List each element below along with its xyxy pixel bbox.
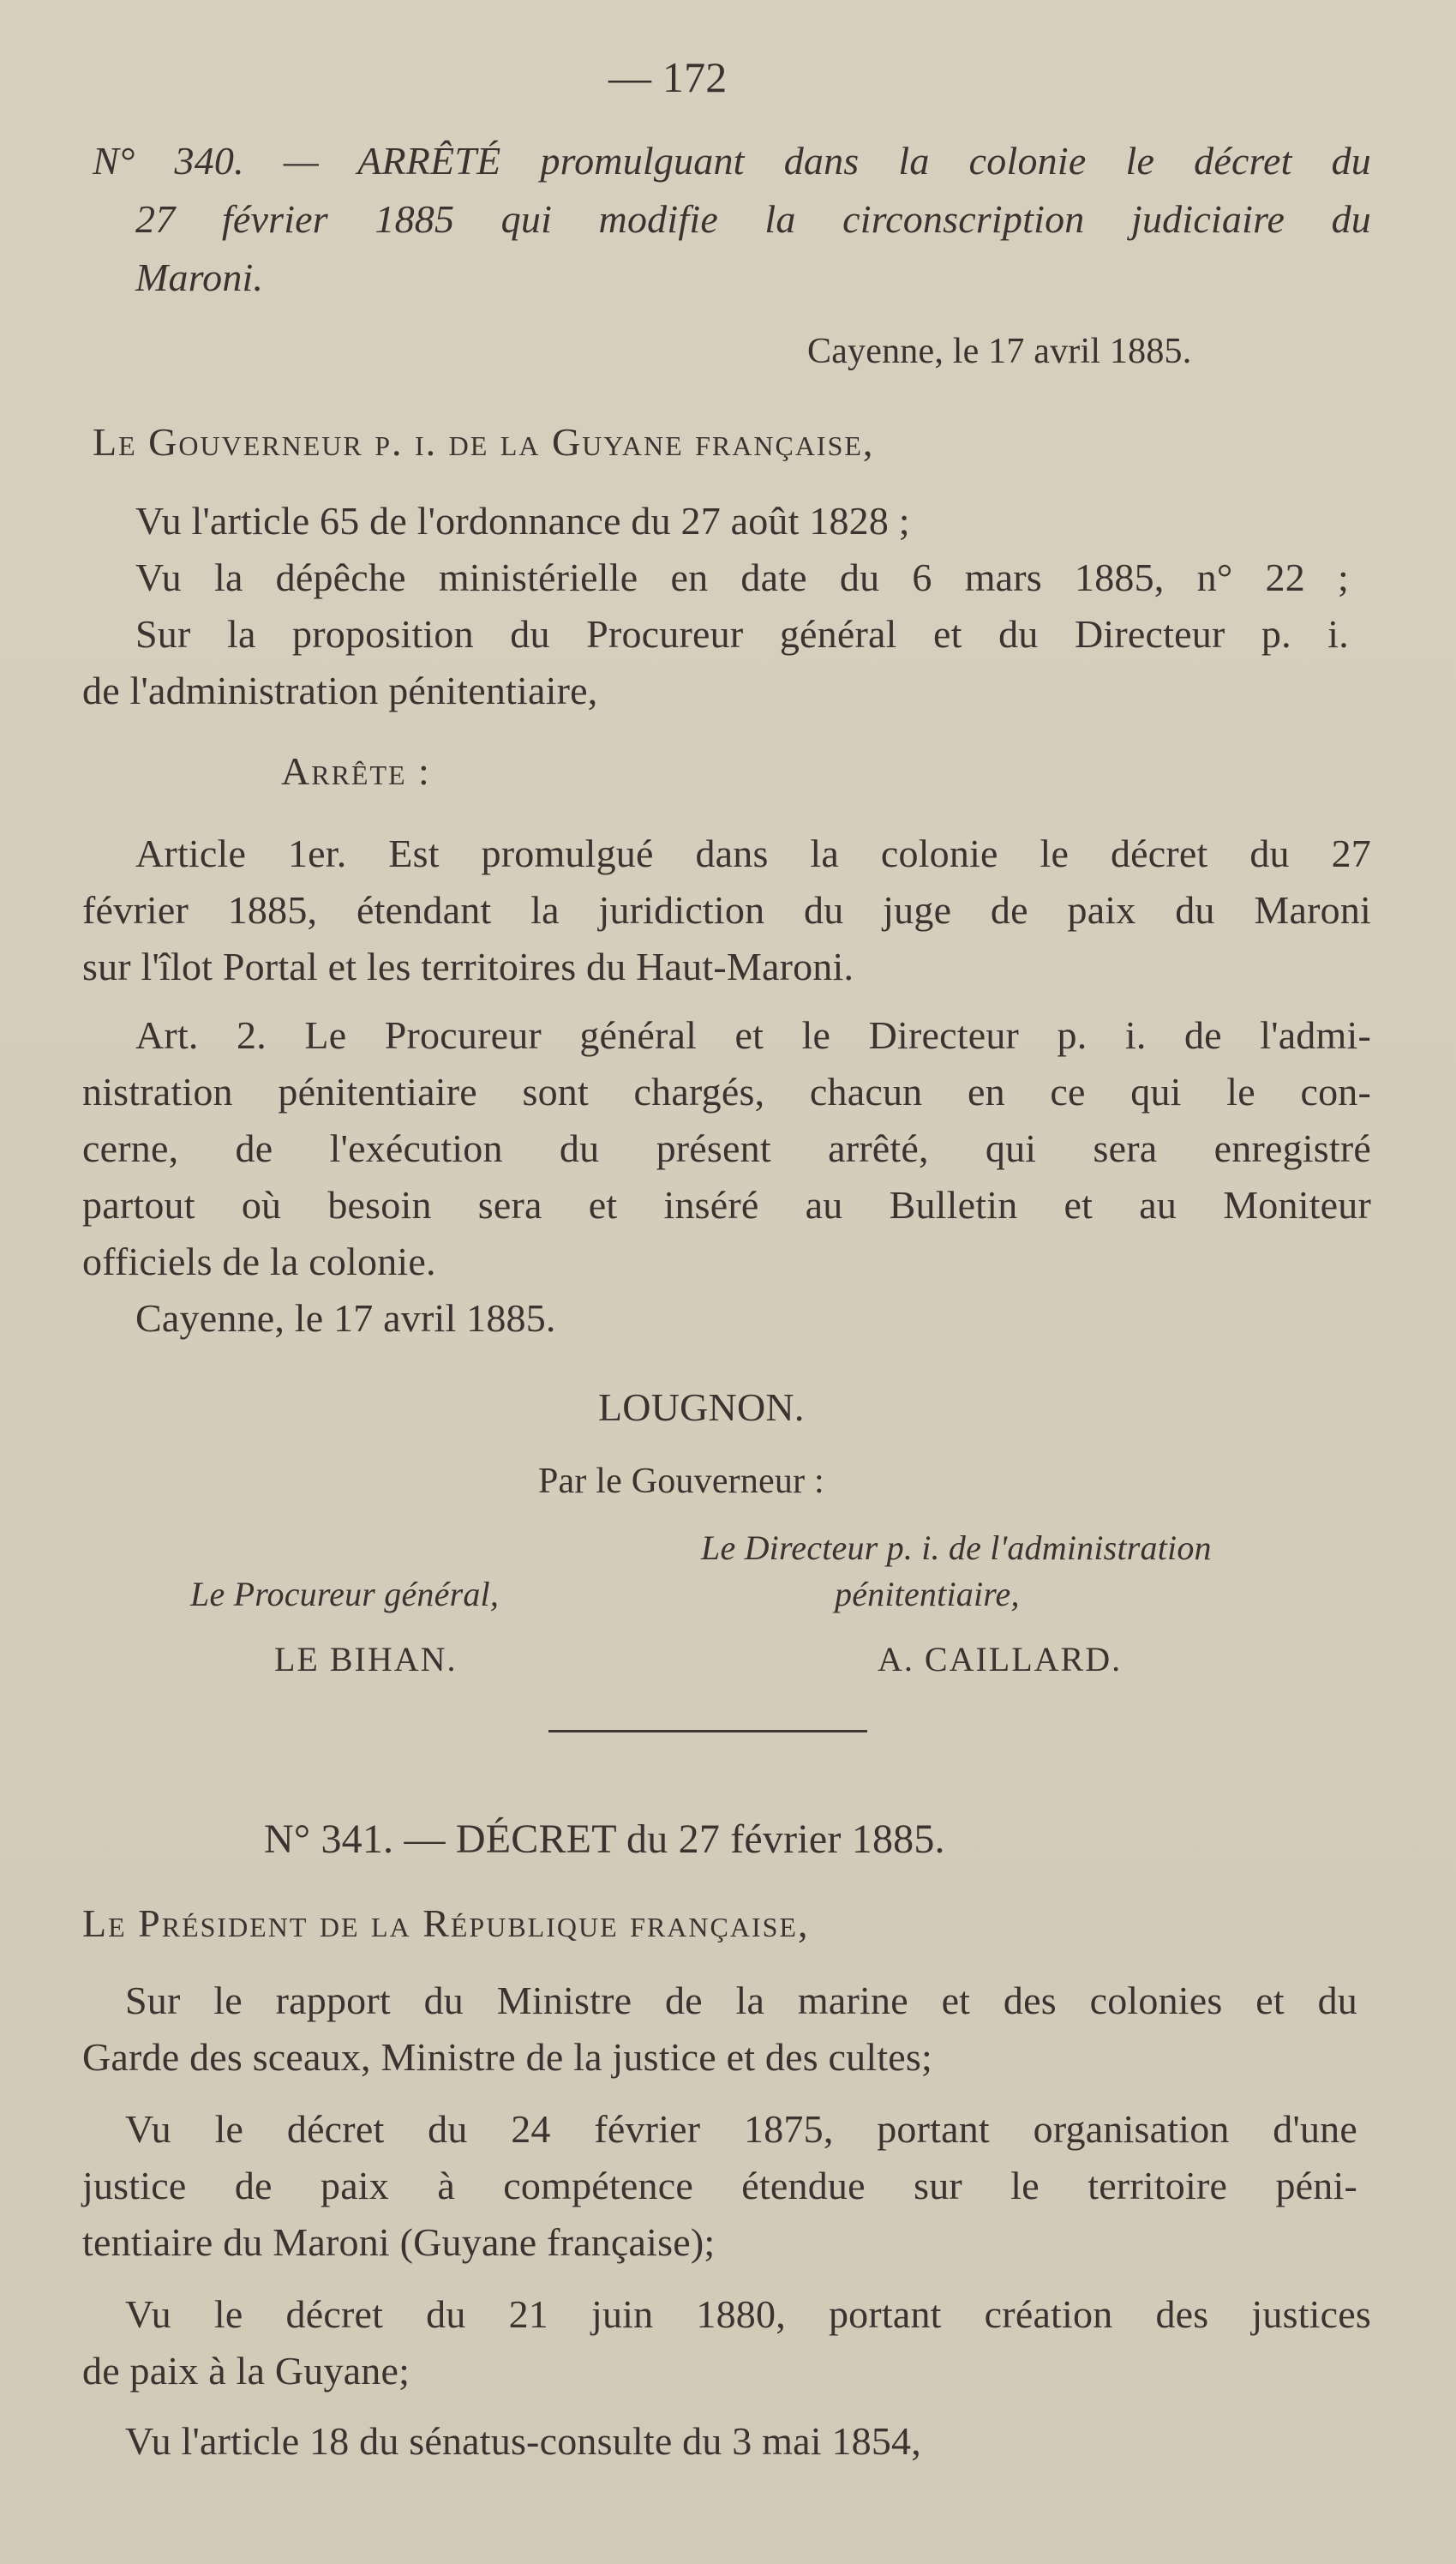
cosigner-left-title: Le Procureur général, — [190, 1575, 500, 1613]
by-governor: Par le Gouverneur : — [538, 1462, 824, 1501]
decree-340-title-line-1: N° 340. — ARRÊTÉ promulguant dans la colonie le décret du — [93, 139, 1371, 183]
article-2-line-4: partout où besoin sera et inséré au Bulletin et au Moniteur — [82, 1183, 1371, 1227]
decree-341-consideration-3: Vu le décret du 24 février 1875, portant organisation d'une — [125, 2107, 1357, 2151]
consideration-1: Vu l'article 65 de l'ordonnance du 27 août 1828 ; — [135, 499, 910, 543]
article-2-line-2: nistration pénitentiaire sont chargés, chacun en ce qui le con- — [82, 1070, 1371, 1114]
place-date: Cayenne, le 17 avril 1885. — [807, 332, 1192, 371]
article-1-line-2: février 1885, étendant la juridiction du juge de paix du Maroni — [82, 888, 1371, 932]
article-1-line-1: Article 1er. Est promulgué dans la colonie le décret du 27 — [135, 832, 1371, 875]
cosigner-left-name: LE BIHAN. — [274, 1640, 458, 1678]
article-2-line-1: Art. 2. Le Procureur général et le Directeur p. i. de l'admi- — [135, 1013, 1371, 1057]
issuer-governor: Le Gouverneur p. i. de la Guyane française, — [93, 420, 875, 464]
decree-340-title-line-3: Maroni. — [135, 255, 264, 299]
decree-341-consideration-8: Vu l'article 18 du sénatus-consulte du 3 mai 1854, — [125, 2419, 921, 2463]
cosigner-right-name: A. CAILLARD. — [878, 1640, 1123, 1678]
cosigner-right-title-line-1: Le Directeur p. i. de l'administration — [701, 1528, 1212, 1567]
decree-341-consideration-4: justice de paix à compétence étendue sur le territoire péni- — [82, 2164, 1357, 2207]
cosigner-right-title-line-2: pénitentiaire, — [835, 1575, 1020, 1613]
section-divider — [548, 1730, 867, 1732]
decree-341-consideration-1: Sur le rapport du Ministre de la marine et des colonies et du — [125, 1979, 1357, 2022]
decree-341-issuer: Le Président de la République française, — [82, 1901, 810, 1945]
consideration-3: Sur la proposition du Procureur général et du Directeur p. i. — [135, 612, 1349, 656]
closing-place-date: Cayenne, le 17 avril 1885. — [135, 1296, 556, 1340]
decree-341-consideration-5: tentiaire du Maroni (Guyane française); — [82, 2220, 716, 2264]
decree-341-consideration-6: Vu le décret du 21 juin 1880, portant création des justices — [125, 2292, 1371, 2336]
signatory: LOUGNON. — [598, 1385, 805, 1429]
decree-341-title: N° 341. — DÉCRET du 27 février 1885. — [264, 1816, 945, 1862]
decree-341-consideration-2: Garde des sceaux, Ministre de la justice et des cultes; — [82, 2035, 933, 2079]
decree-340-title-line-2: 27 février 1885 qui modifie la circonscription judiciaire du — [135, 197, 1371, 241]
article-2-line-3: cerne, de l'exécution du présent arrêté, qui sera enregistré — [82, 1126, 1371, 1170]
consideration-2: Vu la dépêche ministérielle en date du 6 mars 1885, n° 22 ; — [135, 555, 1349, 599]
article-2-line-5: officiels de la colonie. — [82, 1240, 436, 1283]
decree-341-consideration-7: de paix à la Guyane; — [82, 2349, 410, 2393]
page-number: — 172 — [608, 53, 728, 101]
article-1-line-3: sur l'îlot Portal et les territoires du Haut-Maroni. — [82, 945, 854, 988]
consideration-4: de l'administration pénitentiaire, — [82, 669, 598, 712]
decides-heading: Arrête : — [281, 749, 431, 793]
